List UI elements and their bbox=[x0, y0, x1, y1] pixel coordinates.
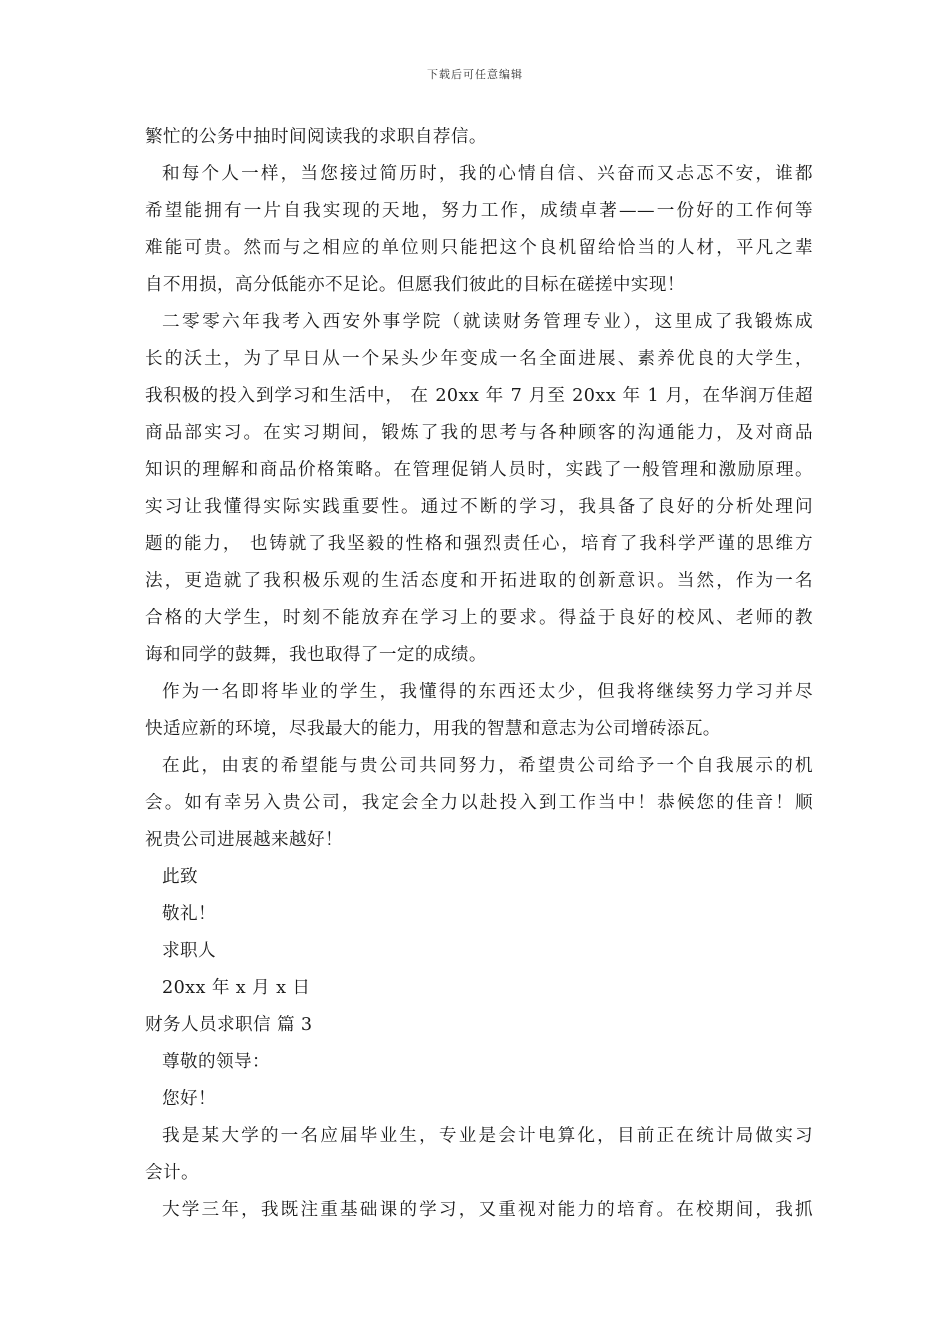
text-line: 我积极的投入到学习和生活中， 在 20xx 年 7 月至 20xx 年 1 月，在华润万佳超 bbox=[145, 386, 813, 406]
text-line: 祝贵公司进展越来越好！ bbox=[145, 830, 343, 850]
text-line: 繁忙的公务中抽时间阅读我的求职自荐信。 bbox=[145, 127, 487, 147]
text-line: 会计。 bbox=[145, 1163, 199, 1183]
text-line: 法，更造就了我积极乐观的生活态度和开拓进取的创新意识。当然，作为一名 bbox=[145, 571, 813, 591]
text-line: 在此，由衷的希望能与贵公司共同努力，希望贵公司给予一个自我展示的机 bbox=[162, 756, 813, 776]
text-line: 我是某大学的一名应届毕业生，专业是会计电算化，目前正在统计局做实习 bbox=[162, 1126, 813, 1146]
text-line: 实习让我懂得实际实践重要性。通过不断的学习，我具备了良好的分析处理问 bbox=[145, 497, 813, 517]
text-line: 财务人员求职信 篇 3 bbox=[145, 1015, 313, 1035]
text-line: 快适应新的环境，尽我最大的能力，用我的智慧和意志为公司增砖添瓦。 bbox=[145, 719, 721, 739]
text-line: 此致 bbox=[162, 867, 198, 887]
text-line: 知识的理解和商品价格策略。在管理促销人员时，实践了一般管理和激励原理。 bbox=[145, 460, 813, 480]
text-line: 自不用损，高分低能亦不足论。但愿我们彼此的目标在磋搓中实现！ bbox=[145, 275, 685, 295]
text-line: 诲和同学的鼓舞，我也取得了一定的成绩。 bbox=[145, 645, 487, 665]
text-line: 会。如有幸另入贵公司，我定会全力以赴投入到工作当中！恭候您的佳音！顺 bbox=[145, 793, 813, 813]
page-header: 下载后可任意编辑 bbox=[427, 68, 523, 81]
text-line: 希望能拥有一片自我实现的天地，努力工作，成绩卓著——一份好的工作何等 bbox=[145, 201, 813, 221]
text-line: 题的能力， 也铸就了我坚毅的性格和强烈责任心，培育了我科学严谨的思维方 bbox=[145, 534, 813, 554]
text-line: 和每个人一样，当您接过简历时，我的心情自信、兴奋而又忐忑不安，谁都 bbox=[162, 164, 813, 184]
text-line: 大学三年，我既注重基础课的学习，又重视对能力的培育。在校期间，我抓 bbox=[162, 1200, 813, 1220]
text-line: 敬礼！ bbox=[162, 904, 216, 924]
text-line: 作为一名即将毕业的学生，我懂得的东西还太少，但我将继续努力学习并尽 bbox=[162, 682, 813, 702]
text-line: 尊敬的领导： bbox=[162, 1052, 270, 1072]
text-line: 长的沃土，为了早日从一个呆头少年变成一名全面进展、素养优良的大学生， bbox=[145, 349, 813, 369]
text-line: 20xx 年 x 月 x 日 bbox=[162, 978, 311, 998]
text-line: 二零零六年我考入西安外事学院（就读财务管理专业），这里成了我锻炼成 bbox=[162, 312, 813, 332]
text-line: 求职人 bbox=[162, 941, 216, 961]
text-line: 您好！ bbox=[162, 1089, 216, 1109]
document-body bbox=[145, 119, 813, 1229]
text-line: 合格的大学生，时刻不能放弃在学习上的要求。得益于良好的校风、老师的教 bbox=[145, 608, 813, 628]
text-line: 商品部实习。在实习期间，锻炼了我的思考与各种顾客的沟通能力，及对商品 bbox=[145, 423, 813, 443]
text-line: 难能可贵。然而与之相应的单位则只能把这个良机留给恰当的人材，平凡之辈 bbox=[145, 238, 813, 258]
